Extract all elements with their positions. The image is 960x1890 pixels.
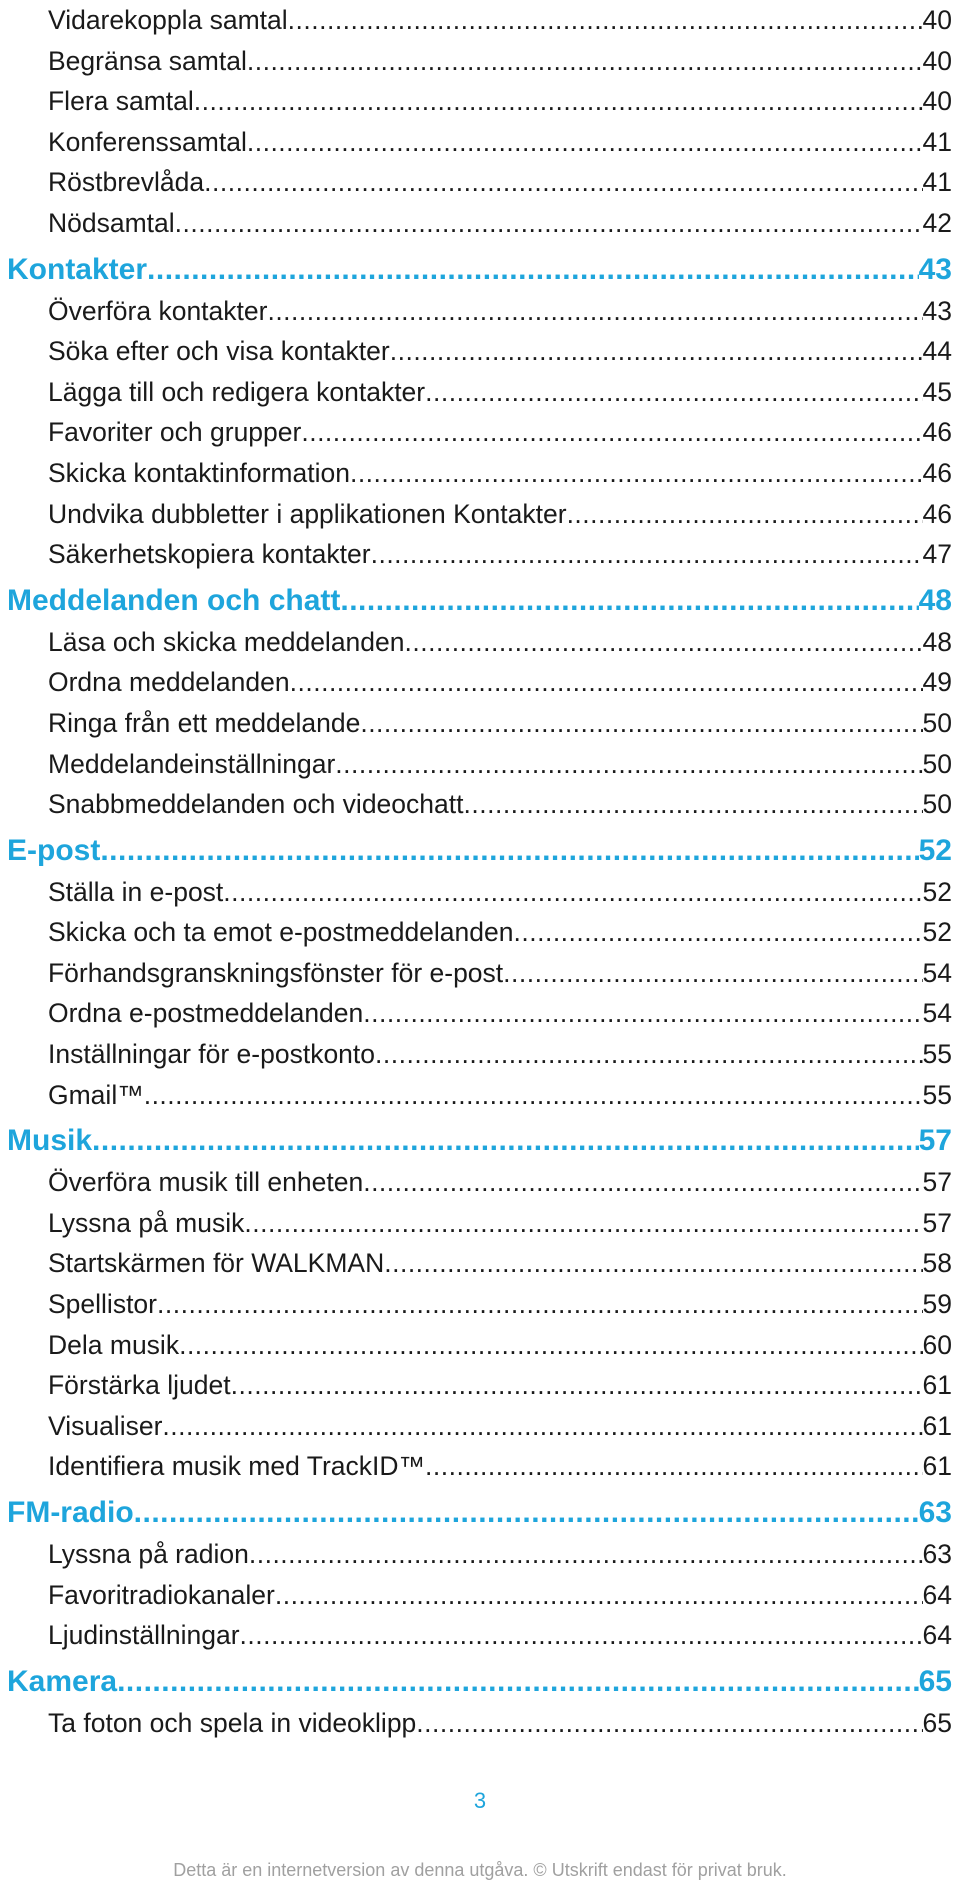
toc-entry-title: Vidarekoppla samtal — [48, 5, 288, 35]
toc-leader-dots — [267, 291, 922, 332]
toc-leader-dots — [567, 494, 923, 535]
toc-entry-title: Konferenssamtal — [48, 126, 247, 157]
toc-entry[interactable] — [0, 1284, 960, 1325]
toc-leader-dots — [503, 953, 922, 994]
toc-entry[interactable] — [0, 0, 960, 41]
toc-entry-title: Läsa och skicka meddelanden — [48, 626, 405, 657]
toc-leader-dots — [425, 1446, 923, 1487]
toc-entry-title: Undvika dubbletter i applikationen Kontakter — [48, 498, 567, 529]
toc-entry-page: 63 — [918, 1496, 952, 1529]
toc-leader-dots — [144, 1075, 923, 1116]
toc-entry-title: Säkerhetskopiera kontakter — [48, 539, 371, 570]
toc-section-entry[interactable] — [0, 1491, 960, 1534]
toc-entry-page: 47 — [922, 539, 952, 570]
toc-entry-title: Ringa från ett meddelande — [48, 707, 361, 738]
toc-leader-dots — [231, 1365, 923, 1406]
toc-entry-title: Lägga till och redigera kontakter — [48, 376, 426, 407]
toc-leader-dots — [384, 1243, 922, 1284]
toc-entry[interactable] — [0, 622, 960, 663]
toc-entry-page: 61 — [922, 1370, 952, 1401]
toc-entry-title: Dela musik — [48, 1329, 180, 1360]
toc-entry-title: Röstbrevlåda — [48, 167, 205, 198]
toc-leader-dots — [371, 534, 923, 575]
toc-leader-dots — [405, 622, 923, 663]
toc-entry-page: 40 — [922, 5, 952, 35]
toc-entry[interactable] — [0, 162, 960, 203]
toc-entry[interactable] — [0, 1575, 960, 1616]
toc-entry-page: 50 — [922, 789, 952, 820]
toc-entry-title: Skicka och ta emot e-postmeddelanden — [48, 917, 514, 948]
toc-entry-page: 64 — [922, 1620, 952, 1651]
toc-entry[interactable] — [0, 1243, 960, 1284]
toc-entry[interactable] — [0, 953, 960, 994]
toc-entry-page: 65 — [922, 1707, 952, 1738]
toc-section-entry[interactable] — [0, 1660, 960, 1703]
toc-entry[interactable] — [0, 122, 960, 163]
toc-leader-dots — [375, 1034, 922, 1075]
toc-entry-title: Ljudinställningar — [48, 1620, 240, 1651]
toc-entry-page: 40 — [922, 45, 952, 76]
toc-entry[interactable] — [0, 1203, 960, 1244]
toc-leader-dots — [416, 1703, 922, 1744]
toc-leader-dots — [275, 1575, 923, 1616]
toc-entry-page: 50 — [922, 707, 952, 738]
toc-leader-dots — [223, 872, 922, 913]
toc-entry-page: 59 — [922, 1289, 952, 1320]
toc-leader-dots — [162, 1406, 922, 1447]
toc-entry-page: 52 — [922, 876, 952, 907]
toc-entry-title: Startskärmen för WALKMAN — [48, 1248, 385, 1279]
toc-entry-title: Gmail™ — [48, 1079, 144, 1110]
toc-entry-title: Inställningar för e-postkonto — [48, 1039, 376, 1070]
page-number: 3 — [473, 1788, 487, 1813]
toc-entry-page: 40 — [922, 86, 952, 117]
toc-entry[interactable] — [0, 372, 960, 413]
toc-entry-title: Begränsa samtal — [48, 45, 247, 76]
toc-entry-title: Identifiera musik med TrackID™ — [48, 1451, 426, 1482]
toc-leader-dots — [363, 993, 922, 1034]
footer-note: Detta är en internetversion av denna utgåva. © Utskrift endast för privat bruk. — [173, 1860, 787, 1880]
toc-entry-page: 52 — [918, 833, 952, 867]
toc-entry[interactable] — [0, 291, 960, 332]
toc-entry-title: Ordna e-postmeddelanden — [48, 998, 364, 1029]
toc-entry-page: 57 — [922, 1167, 952, 1198]
toc-entry-page: 54 — [922, 957, 952, 988]
toc-entry-page: 46 — [922, 498, 952, 529]
toc-entry-page: 49 — [922, 667, 952, 698]
toc-entry[interactable] — [0, 703, 960, 744]
toc-leader-dots — [247, 122, 923, 163]
toc-entry-title: Kamera — [7, 1664, 118, 1698]
toc-entry-page: 50 — [922, 748, 952, 779]
toc-entry-title: Kontakter — [7, 252, 148, 286]
toc-entry-title: Förhandsgranskningsfönster för e-post — [48, 957, 504, 988]
toc-leader-dots — [134, 1491, 919, 1534]
toc-entry[interactable] — [0, 1162, 960, 1203]
toc-leader-dots — [340, 579, 918, 622]
toc-entry-page: 48 — [918, 583, 952, 617]
toc-leader-dots — [92, 1119, 919, 1162]
toc-leader-dots — [390, 331, 923, 372]
toc-entry-page: 55 — [922, 1079, 952, 1110]
toc-leader-dots — [425, 372, 922, 413]
toc-leader-dots — [464, 784, 923, 825]
toc-entry[interactable] — [0, 81, 960, 122]
toc-entry-page: 63 — [922, 1539, 952, 1569]
toc-entry-title: Favoriter och grupper — [48, 417, 302, 448]
toc-entry-title: Ordna meddelanden — [48, 667, 290, 698]
toc-entry-title: E-post — [7, 833, 101, 867]
toc-leader-dots — [301, 412, 922, 453]
toc-entry[interactable] — [0, 1534, 960, 1575]
toc-entry[interactable] — [0, 534, 960, 575]
toc-entry-page: 41 — [922, 167, 952, 198]
toc-entry-title: Förstärka ljudet — [48, 1370, 231, 1401]
toc-entry[interactable] — [0, 412, 960, 453]
toc-entry[interactable] — [0, 1406, 960, 1447]
toc-section-entry[interactable] — [0, 579, 960, 622]
toc-entry[interactable] — [0, 494, 960, 535]
toc-entry-page: 60 — [922, 1329, 952, 1360]
toc-section-entry[interactable] — [0, 829, 960, 872]
toc-entry[interactable] — [0, 1365, 960, 1406]
toc-entry-page: 46 — [922, 417, 952, 448]
toc-leader-dots — [100, 829, 918, 872]
toc-entry[interactable] — [0, 1703, 960, 1744]
toc-leader-dots — [514, 912, 923, 953]
toc-leader-dots — [360, 703, 922, 744]
toc-entry-title: Meddelanden och chatt — [7, 583, 341, 617]
toc-leader-dots — [204, 162, 922, 203]
toc-entry[interactable] — [0, 784, 960, 825]
toc-entry[interactable] — [0, 41, 960, 82]
toc-entry-title: Spellistor — [48, 1289, 157, 1320]
toc-entry-title: Skicka kontaktinformation — [48, 457, 350, 488]
toc-entry-page: 55 — [922, 1039, 952, 1070]
toc-entry-page: 57 — [922, 1207, 952, 1238]
toc-entry-title: Lyssna på musik — [48, 1207, 245, 1238]
toc-leader-dots — [240, 1615, 923, 1656]
toc-entry[interactable] — [0, 872, 960, 913]
toc-entry-title: Överföra kontakter — [48, 295, 268, 326]
toc-entry-title: Visualiser — [48, 1410, 163, 1441]
toc-entry-title: Meddelandeinställningar — [48, 748, 336, 779]
toc-entry-page: 64 — [922, 1579, 952, 1610]
toc-leader-dots — [244, 1203, 922, 1244]
toc-entry[interactable] — [0, 453, 960, 494]
toc-entry-page: 43 — [918, 252, 952, 286]
toc-entry-title: Flera samtal — [48, 86, 194, 117]
toc-entry-page: 52 — [922, 917, 952, 948]
toc-entry-title: Favoritradiokanaler — [48, 1579, 275, 1610]
toc-section-entry[interactable] — [0, 1119, 960, 1162]
toc-entry-page: 54 — [922, 998, 952, 1029]
toc-entry[interactable] — [0, 1075, 960, 1116]
toc-entry[interactable] — [0, 331, 960, 372]
toc-leader-dots — [335, 744, 922, 785]
toc-entry-title: Överföra musik till enheten — [48, 1167, 364, 1198]
toc-entry[interactable] — [0, 1325, 960, 1366]
toc-entry[interactable] — [0, 203, 960, 244]
toc-leader-dots — [249, 1534, 923, 1575]
toc-entry-page: 58 — [922, 1248, 952, 1279]
toc-entry-page: 46 — [922, 457, 952, 488]
toc-leader-dots — [157, 1284, 923, 1325]
toc-leader-dots — [288, 0, 923, 41]
toc-leader-dots — [179, 1325, 922, 1366]
toc-entry[interactable] — [0, 1034, 960, 1075]
toc-entry-title: FM-radio — [7, 1496, 134, 1529]
toc-entry-title: Ställa in e-post — [48, 876, 224, 907]
toc-entry-title: Musik — [7, 1124, 93, 1158]
toc-entry-title: Lyssna på radion — [48, 1539, 249, 1569]
toc-entry-page: 48 — [922, 626, 952, 657]
toc-entry-page: 42 — [922, 207, 952, 238]
toc-entry-page: 45 — [922, 376, 952, 407]
toc-leader-dots — [175, 203, 923, 244]
toc-leader-dots — [363, 1162, 922, 1203]
toc-entry-title: Snabbmeddelanden och videochatt — [48, 789, 464, 820]
toc-entry-page: 44 — [922, 336, 952, 367]
toc-leader-dots — [290, 662, 923, 703]
toc-entry-title: Nödsamtal — [48, 207, 175, 238]
toc-entry-page: 61 — [922, 1410, 952, 1441]
toc-entry-page: 41 — [922, 126, 952, 157]
toc-leader-dots — [147, 248, 919, 291]
toc-entry-title: Ta foton och spela in videoklipp — [48, 1707, 417, 1738]
toc-entry[interactable] — [0, 744, 960, 785]
toc-entry-page: 43 — [922, 295, 952, 326]
toc-leader-dots — [247, 41, 923, 82]
toc-section-entry[interactable] — [0, 248, 960, 291]
toc-entry-page: 65 — [918, 1664, 952, 1698]
toc-entry-title: Söka efter och visa kontakter — [48, 336, 390, 367]
toc-entry[interactable] — [0, 912, 960, 953]
toc-leader-dots — [350, 453, 923, 494]
toc-entry[interactable] — [0, 1446, 960, 1487]
toc-entry[interactable] — [0, 993, 960, 1034]
toc-entry[interactable] — [0, 1615, 960, 1656]
toc-entry-page: 61 — [922, 1451, 952, 1482]
toc-entry-page: 57 — [918, 1124, 952, 1158]
toc-leader-dots — [117, 1660, 919, 1703]
toc-entry[interactable] — [0, 662, 960, 703]
toc-leader-dots — [194, 81, 923, 122]
